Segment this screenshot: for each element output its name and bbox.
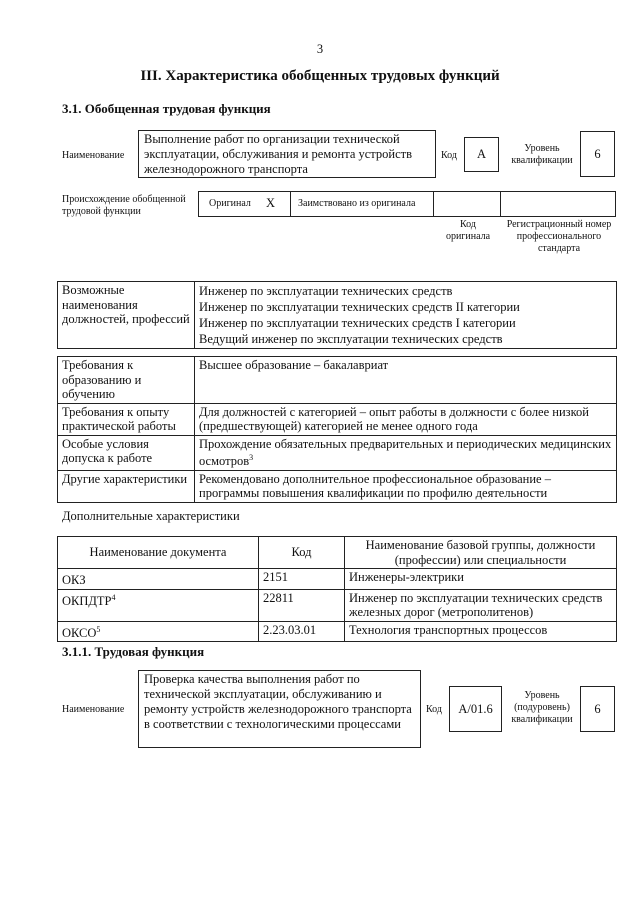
s311-level-label: Уровень (подуровень) квалификации bbox=[511, 690, 573, 725]
origin-divider-2 bbox=[433, 192, 434, 216]
requirement-label: Другие характеристики bbox=[58, 470, 195, 502]
additional-table bbox=[57, 536, 617, 642]
header-document: Наименование документа bbox=[58, 537, 259, 569]
reg-number-caption: Регистрационный номер профессионального стандарта bbox=[506, 219, 612, 254]
footnote-mark: 5 bbox=[96, 624, 101, 634]
header-code: Код bbox=[259, 537, 345, 569]
origin-row bbox=[198, 191, 616, 217]
s311-code-label: Код bbox=[426, 704, 442, 715]
footnote-mark: 4 bbox=[111, 592, 116, 602]
requirement-row bbox=[58, 435, 617, 470]
doc-cell: ОКЗ bbox=[58, 569, 259, 590]
s31-heading: 3.1. Обобщенная трудовая функция bbox=[62, 101, 271, 116]
position-item: Ведущий инженер по эксплуатации технических средств bbox=[199, 332, 503, 346]
s31-name-label: Наименование bbox=[62, 150, 125, 161]
s31-name-value bbox=[138, 130, 436, 178]
header-name: Наименование базовой группы, должности (профессии) или специальности bbox=[345, 537, 617, 569]
requirement-row bbox=[58, 470, 617, 502]
requirement-value: Рекомендовано дополнительное профессиональное образование – программы повышения квалификации по профилю деятельности bbox=[195, 470, 617, 502]
positions-label: Возможные наименования должностей, профессий bbox=[58, 282, 195, 349]
s31-level-label: Уровень квалификации bbox=[511, 143, 573, 166]
orig-code-caption: Код оригинала bbox=[445, 219, 491, 242]
origin-divider-1 bbox=[290, 192, 291, 216]
borrowed-label: Заимствовано из оригинала bbox=[298, 198, 416, 209]
name-cell: Технология транспортных процессов bbox=[345, 621, 617, 642]
table-row bbox=[58, 569, 617, 590]
origin-divider-3 bbox=[500, 192, 501, 216]
original-mark: X bbox=[266, 196, 276, 210]
additional-header-row bbox=[58, 537, 617, 569]
requirement-label: Требования к опыту практической работы bbox=[58, 403, 195, 435]
name-cell: Инженеры-электрики bbox=[345, 569, 617, 590]
s31-level-value: 6 bbox=[580, 131, 615, 177]
s31-code-label: Код bbox=[441, 150, 457, 161]
additional-title: Дополнительные характеристики bbox=[62, 509, 240, 523]
name-cell: Инженер по эксплуатации технических средств железных дорог (метрополитенов) bbox=[345, 589, 617, 621]
doc-cell: ОКСО$^5$ bbox=[58, 621, 259, 642]
requirement-value: Для должностей с категорией – опыт работы в должности с более низкой (предшествующей) категорией не менее одного года bbox=[195, 403, 617, 435]
requirement-value: Прохождение обязательных предварительных и периодических медицинских осмотров$^3$ bbox=[195, 435, 617, 470]
original-label: Оригинал bbox=[209, 198, 251, 209]
s31-code-value: А bbox=[464, 137, 499, 172]
position-item: Инженер по эксплуатации технических средств II категории bbox=[199, 300, 520, 314]
positions-list bbox=[195, 282, 617, 349]
s311-heading: 3.1.1. Трудовая функция bbox=[62, 644, 205, 659]
table-row bbox=[58, 589, 617, 621]
position-item: Инженер по эксплуатации технических средств bbox=[199, 284, 453, 298]
s311-name-label: Наименование bbox=[62, 704, 125, 715]
s31-name-text: Выполнение работ по организации технической эксплуатации, обслуживания и ремонта устройств железнодорожного транспорта bbox=[144, 132, 413, 176]
s311-code-value: А/01.6 bbox=[449, 686, 502, 732]
doc-cell: ОКПДТР$^4$ bbox=[58, 589, 259, 621]
page-number: 3 bbox=[316, 42, 324, 56]
code-cell: 22811 bbox=[259, 589, 345, 621]
position-item: Инженер по эксплуатации технических средств I категории bbox=[199, 316, 516, 330]
requirement-label: Особые условия допуска к работе bbox=[58, 435, 195, 470]
s311-level-value: 6 bbox=[580, 686, 615, 732]
requirement-row bbox=[58, 357, 617, 404]
requirement-row bbox=[58, 403, 617, 435]
requirement-label: Требования к образованию и обучению bbox=[58, 357, 195, 404]
requirement-value: Высшее образование – бакалавриат bbox=[195, 357, 617, 404]
section-title: III. Характеристика обобщенных трудовых функций bbox=[140, 68, 500, 84]
positions-table bbox=[57, 281, 617, 349]
code-cell: 2151 bbox=[259, 569, 345, 590]
s31-origin-label: Происхождение обобщенной трудовой функции bbox=[62, 194, 186, 217]
s311-name-value bbox=[138, 670, 421, 748]
code-cell: 2.23.03.01 bbox=[259, 621, 345, 642]
s311-name-text: Проверка качества выполнения работ по технической эксплуатации, обслуживанию и ремонту устройств железнодорожного транспорта в соответствии с технологическими процессами bbox=[144, 672, 412, 731]
footnote-mark: 3 bbox=[249, 453, 254, 462]
table-row bbox=[58, 621, 617, 642]
requirements-table bbox=[57, 356, 617, 503]
